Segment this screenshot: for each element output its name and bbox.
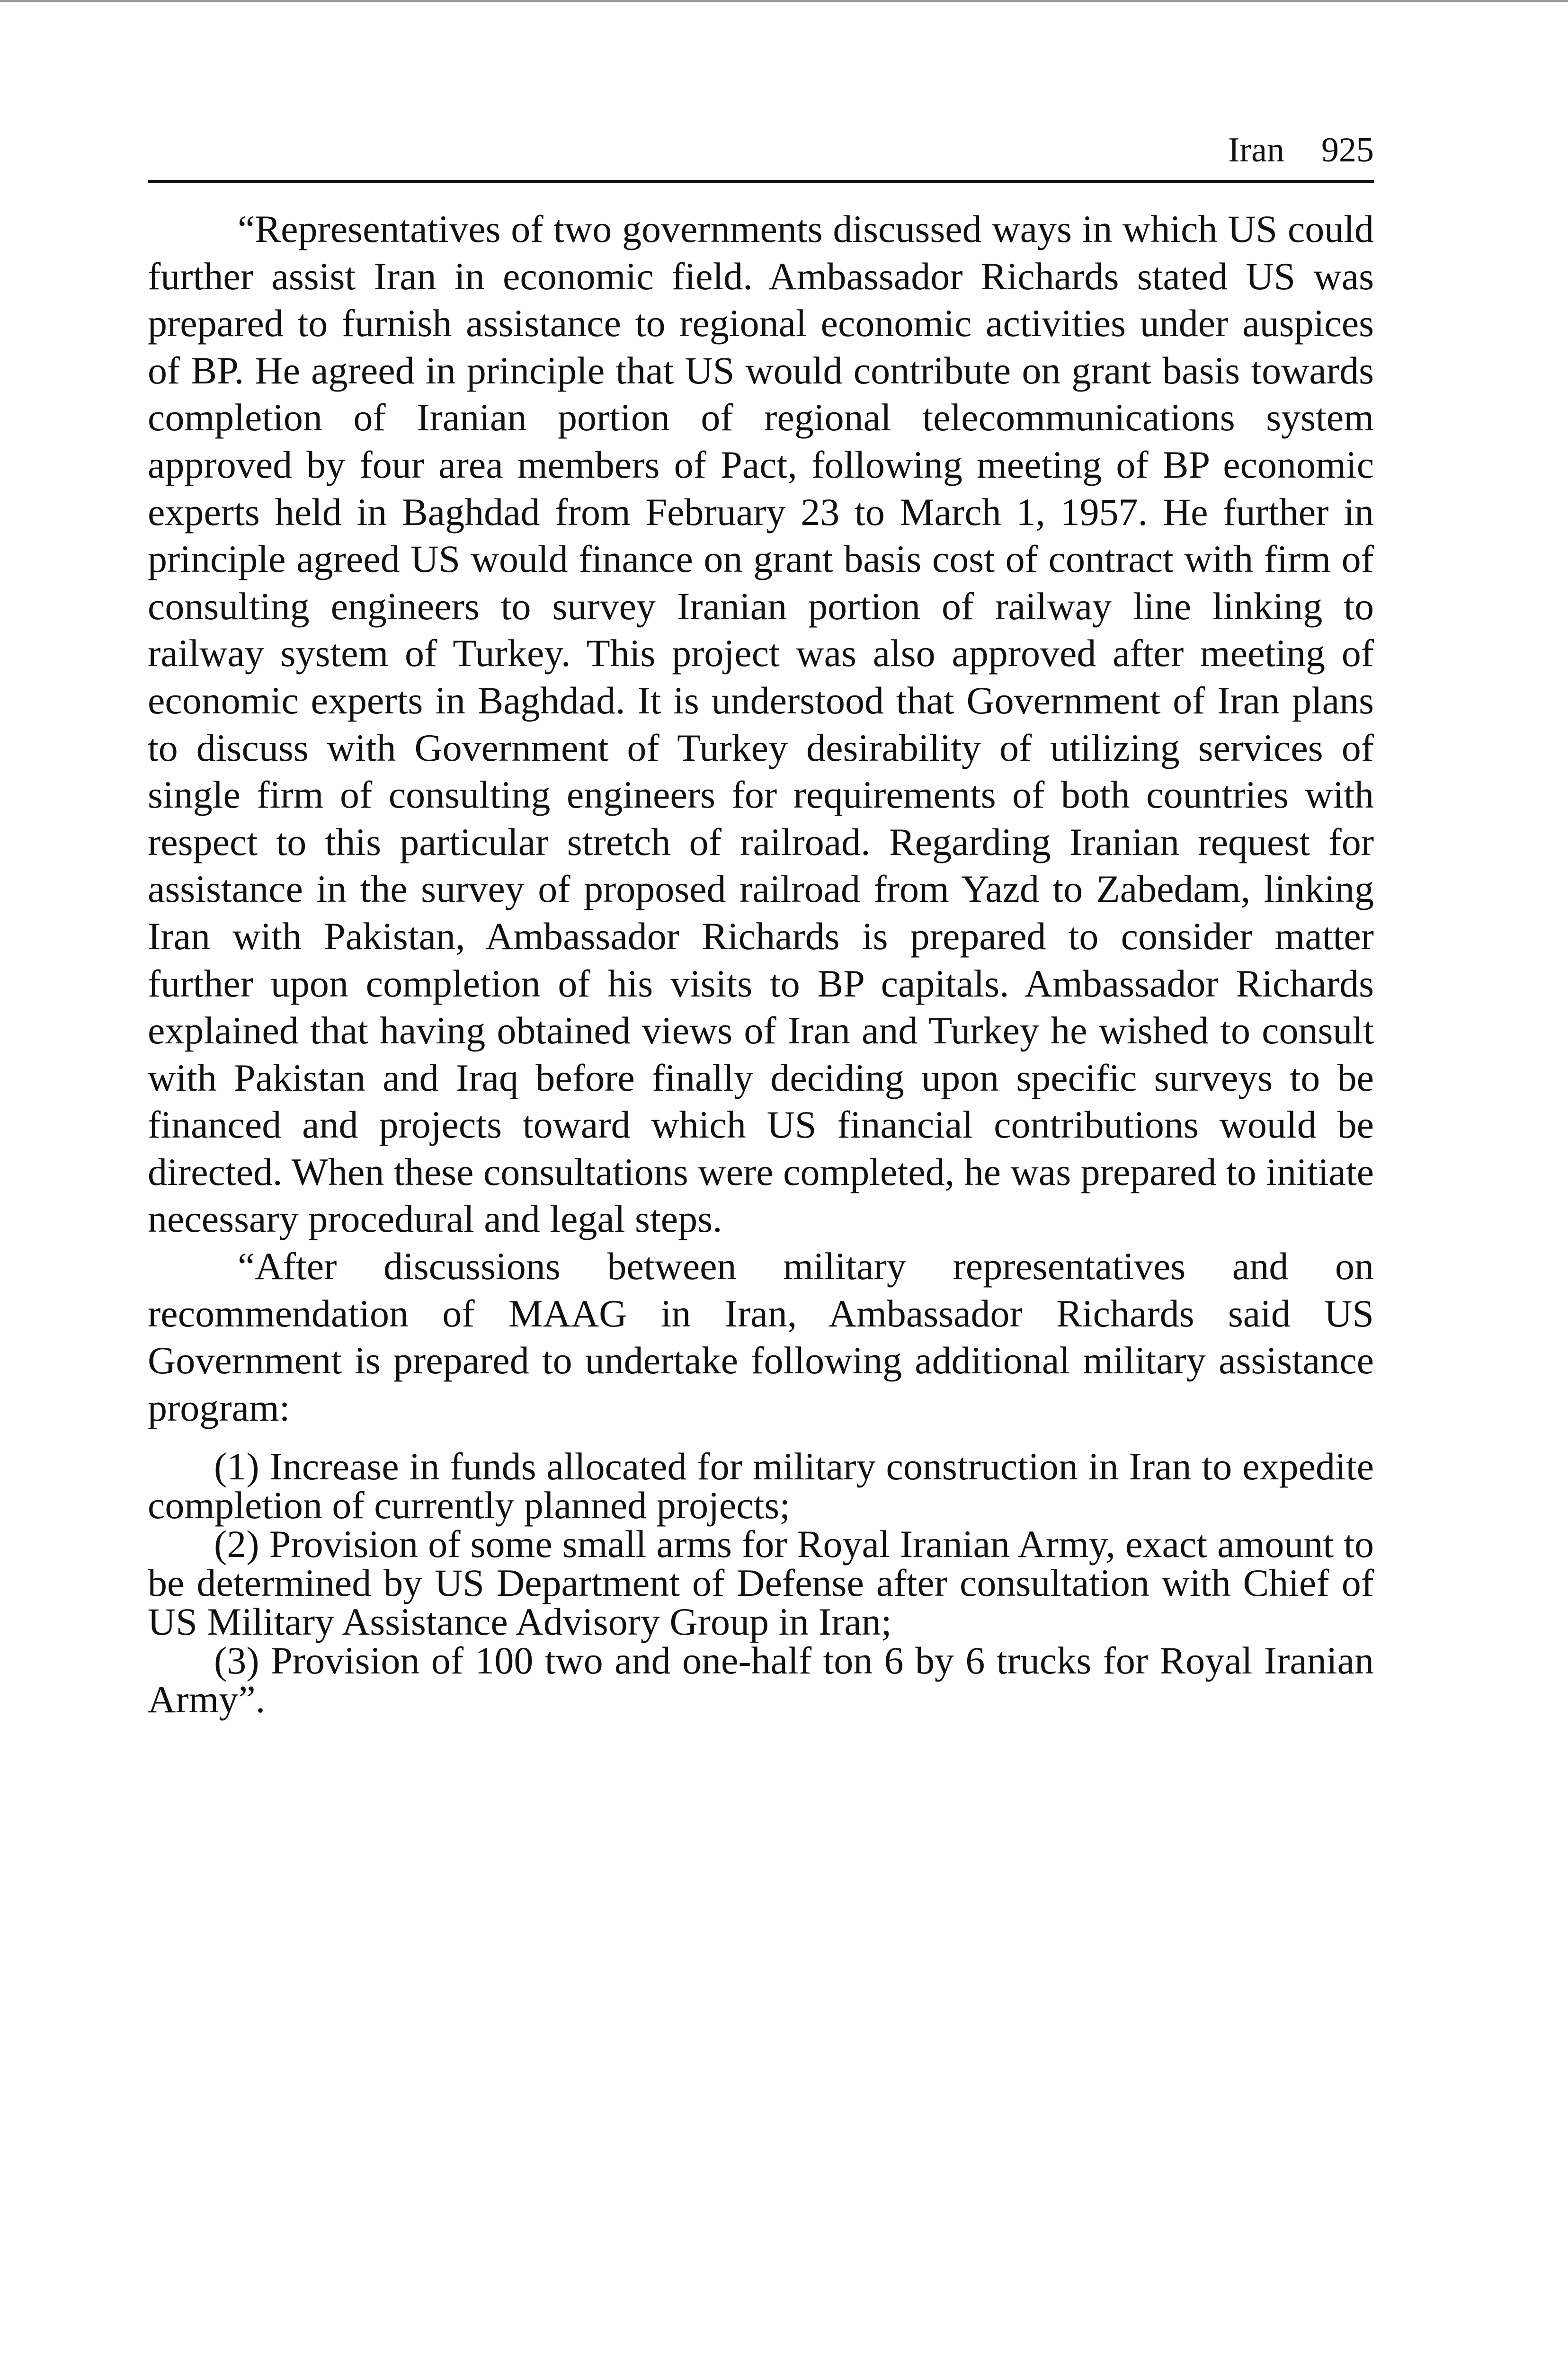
paragraph-economic-assistance: “Representatives of two governments discussed ways in which US could further assist Iran in economic field. Ambassador Richards stated US was prepared to furnish assistance to regional economic activities under auspices of BP. He agreed in principle that US would contribute on grant basis towards completion of Iranian portion of regional telecommunications system approved by four area members of Pact, following meeting of BP economic experts held in Baghdad from February 23 to March 1, 1957. He further in principle agreed US would finance on grant basis cost of contract with firm of consulting engineers to survey Iranian portion of railway line linking to railway system of Turkey. This project was also approved after meeting of economic experts in Baghdad. It is understood that Government of Iran plans to discuss with Government of Turkey desirability of utilizing services of single firm of consulting engineers for requirements of both countries with respect to this particular stretch of railroad. Regarding Iranian request for assistance in the survey of proposed railroad from Yazd to Zabedam, linking Iran with Pakistan, Ambassador Richards is prepared to consider matter further upon completion of his visits to BP capitals. Ambassador Richards explained that having obtained views of Iran and Turkey he wished to consult with Pakistan and Iraq before finally deciding upon specific surveys to be financed and projects toward which US financial contributions would be directed. When these consultations were completed, he was prepared to initiate necessary procedural and legal steps. (148, 207, 1374, 1241)
page-edge-rule (0, 0, 1568, 2)
list-item: (2) Provision of some small arms for Royal Iranian Army, exact amount to be determined by US Department of Defense after consultation with Chief of US Military Assistance Advisory Group in Iran; (148, 1522, 1374, 1644)
paragraph-military-assistance: “After discussions between military representatives and on recommendation of MAAG in Iran, Ambassador Richards said US Government is prepared to undertake following additional military assistance program: (148, 1245, 1374, 1429)
document-page (148, 133, 1374, 1719)
list-item: (1) Increase in funds allocated for military construction in Iran to expedite completion of currently planned projects; (148, 1445, 1374, 1527)
running-header (148, 133, 1374, 183)
list-item: (3) Provision of 100 two and one-half ton 6 by 6 trucks for Royal Iranian Army”. (148, 1639, 1374, 1721)
assistance-program-list (148, 1447, 1374, 1719)
header-section-title: Iran (1228, 131, 1284, 169)
header-page-number: 925 (1321, 131, 1374, 169)
body-text (148, 205, 1374, 1719)
